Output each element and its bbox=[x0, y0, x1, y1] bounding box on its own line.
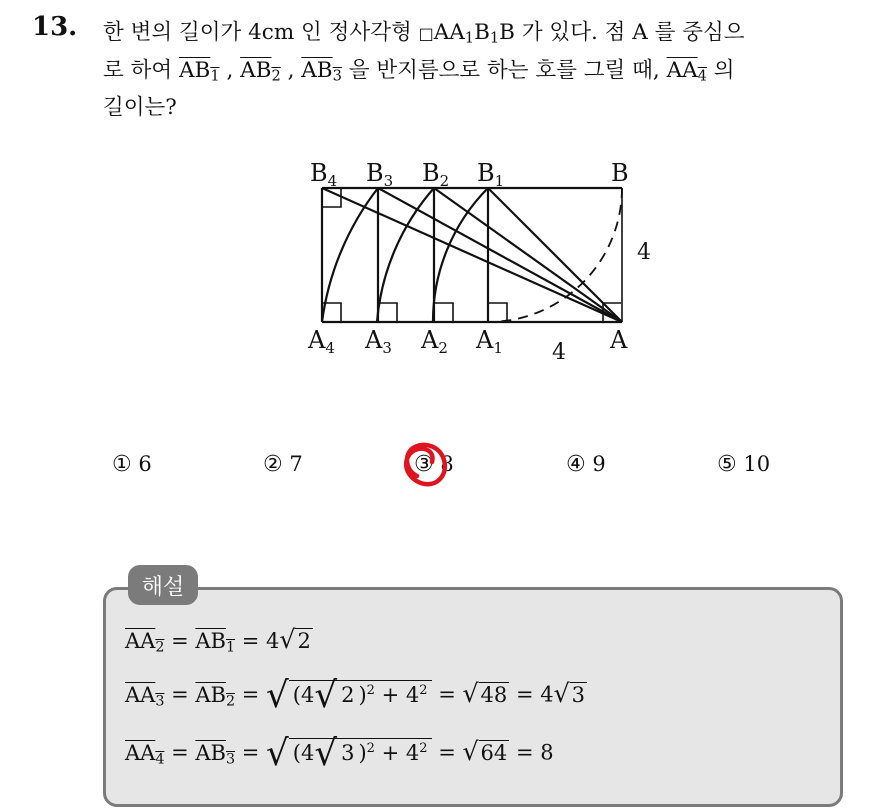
choice-2[interactable]: ② 7 bbox=[263, 452, 303, 477]
choice-5[interactable]: ⑤ 10 bbox=[717, 452, 771, 477]
dashed-arc bbox=[488, 188, 622, 322]
label-b1: $B_1$ bbox=[477, 159, 505, 190]
label-a3: $A_3$ bbox=[365, 326, 392, 357]
question-text-part: 가 있다. 점 A 를 중심으 bbox=[514, 20, 745, 45]
label-a2: $A_2$ bbox=[421, 326, 448, 357]
right-angle-marks bbox=[323, 189, 621, 321]
question-text-part: 의 bbox=[706, 58, 735, 83]
segment-ab3: $AB_3$ bbox=[301, 58, 342, 85]
square-symbol: □ bbox=[418, 24, 434, 43]
diagonal-ab4 bbox=[322, 188, 622, 322]
question-text-part: 한 변의 길이가 4cm 인 정사각형 bbox=[103, 20, 419, 45]
segment-ab2: $AB_2$ bbox=[240, 58, 281, 85]
solution-label: 해설 bbox=[128, 565, 198, 605]
diagonal-ab1 bbox=[488, 188, 622, 322]
diagonal-ab3 bbox=[378, 188, 622, 322]
square-name: $AA_1B_1B$ bbox=[433, 20, 515, 47]
arc-2 bbox=[377, 188, 434, 322]
question-line-1 bbox=[103, 14, 863, 52]
answer-choices bbox=[0, 452, 884, 486]
label-a4: $A_4$ bbox=[308, 326, 335, 357]
question-text bbox=[103, 14, 863, 126]
arc-1 bbox=[433, 188, 488, 322]
label-b: B bbox=[611, 159, 629, 187]
label-side-4-bottom: 4 bbox=[552, 340, 566, 365]
question-line-2: 로 하여 $AB_1$ , $AB_2$ , $AB_3$ 을 반지름으로 하는 호를 그릴 때, $AA_4$ 의 bbox=[103, 58, 735, 85]
label-b2: $B_2$ bbox=[422, 159, 450, 190]
solution-equation-1: $AA_2 = AB_1 = 4√2$ bbox=[125, 625, 311, 656]
question-text-part: 로 하여 bbox=[103, 58, 179, 83]
segment-ab1: $AB_1$ bbox=[178, 58, 220, 85]
choice-3[interactable]: ③ 8 bbox=[414, 452, 454, 477]
label-a1: $A_1$ bbox=[476, 326, 503, 357]
label-b4: $B_4$ bbox=[310, 159, 338, 190]
choice-4[interactable]: ④ 9 bbox=[566, 452, 606, 477]
question-number: 13. bbox=[32, 12, 78, 42]
label-a: A bbox=[610, 326, 628, 354]
segment-aa4: $AA_4$ bbox=[666, 58, 707, 85]
question-line-3: 길이는? bbox=[103, 95, 177, 120]
label-b3: $B_3$ bbox=[366, 159, 394, 190]
question-text-part: 을 반지름으로 하는 호를 그릴 때, bbox=[341, 58, 667, 83]
arc-3 bbox=[322, 188, 378, 322]
solution-equation-3: $AA_4 = AB_3$ = √ (4√ 3 )$^2 + 4^2 = √64 = 8$ bbox=[125, 733, 554, 774]
choice-1[interactable]: ① 6 bbox=[112, 452, 152, 477]
solution-equation-2: $AA_3 = AB_2$ = √ (4√ 2 )$^2 + 4^2 = √48 = 4√3$ bbox=[125, 675, 586, 716]
label-side-4-right: 4 bbox=[637, 240, 651, 265]
diagonal-ab2 bbox=[434, 188, 622, 322]
